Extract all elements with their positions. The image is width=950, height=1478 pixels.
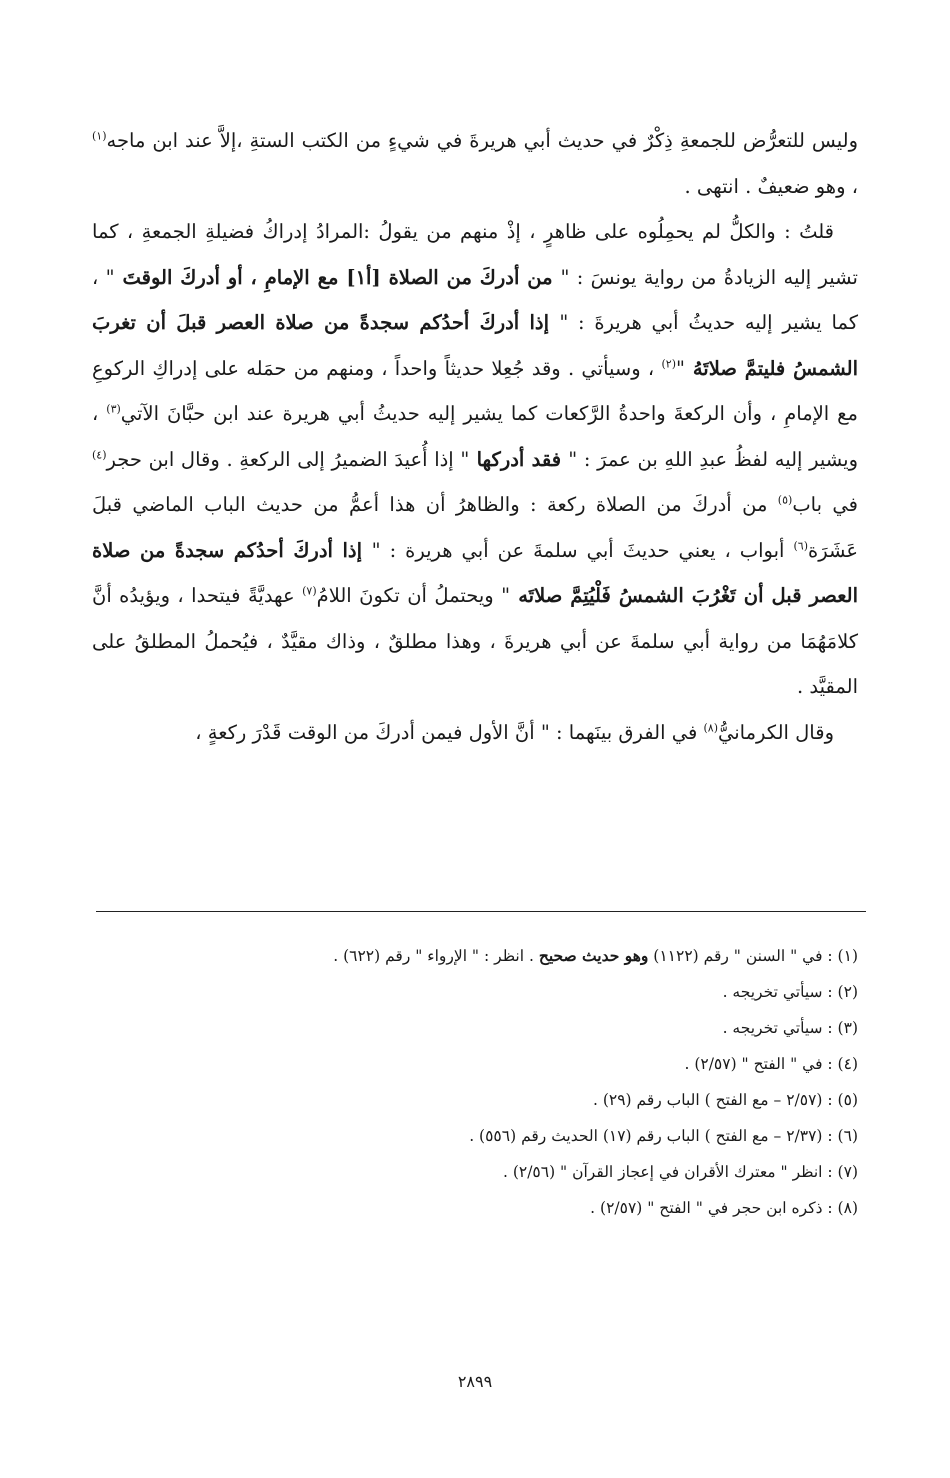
text-run: وقال الكرمانيُّ xyxy=(717,720,834,744)
text-run: " ، كما يشير إليه حديثُ أبي هريرةَ : " xyxy=(92,265,859,334)
hadith-quote-3: فقد أدركها xyxy=(469,447,569,471)
footnote-number: (٧) : xyxy=(822,1163,858,1181)
footnote xyxy=(92,1154,858,1190)
hadith-quote-1: من أدركَ من الصلاة [أ١] مع الإمامِ ، أو أدركَ الوقتَ xyxy=(114,265,561,289)
footnote xyxy=(92,938,858,974)
footnote-ref-3: (٣) xyxy=(106,402,121,416)
text-run: " إذا أُعيدَ الضميرُ إلى الركعةِ . وقال ابن حجر xyxy=(106,447,470,471)
paragraph-3 xyxy=(92,710,858,756)
footnote xyxy=(92,1190,858,1226)
footnote-number: (١) : xyxy=(822,947,858,965)
footnote-text: سيأتي تخريجه . xyxy=(722,1019,823,1037)
footnote-text: . انظر : " الإرواء " رقم (٦٢٢) . xyxy=(333,947,539,965)
text-run: " ويحتملُ أن تكونَ اللامُ xyxy=(316,584,511,607)
footnote-number: (٤) : xyxy=(822,1055,858,1073)
footnote-ref-7: (٧) xyxy=(302,584,317,598)
text-run: ، وسيأتي . وقد جُعِلا حديثاً واحداً ، ومنهم من حمَله على إدراكِ الركوعِ مع الإمامِ ، وأن الركعةَ واحدةُ الرَّكعات كما يشير إليه حديثُ أبي هريرة عند ابن حبَّانَ الآتي xyxy=(92,356,859,425)
footnote-ref-5: (٥) xyxy=(777,493,793,507)
hadith-quote-4: إذا أدركَ أحدُكم سجدةً من صلاة العصر قبل أن تَغْرُبَ الشمسُ فَلْيُتِمَّ صلاتَه xyxy=(92,538,858,607)
text-run: وليس للتعرُّض للجمعةِ ذِكْرٌ في حديث أبي هريرةَ في شيءٍ من الكتب الستةِ ،إلاَّ عند ابن ماجه xyxy=(106,129,858,152)
text-run: في باب xyxy=(792,493,859,516)
text-run: ، وهو ضعيفٌ . انتهى . xyxy=(684,174,858,198)
text-run: من أدركَ من الصلاة ركعة : والظاهرُ أن هذا أعمُّ من حديث الباب الماضي قبلَ عَشَرَة xyxy=(92,493,858,562)
footnote-text: ذكره ابن حجر في " الفتح " (٢/٥٧) . xyxy=(590,1199,823,1217)
footnote xyxy=(92,974,858,1010)
footnote-number: (٣) : xyxy=(822,1019,858,1037)
paragraph-1 xyxy=(92,118,858,209)
text-run: ، ويشير إليه لفظُ عبدِ اللهِ بن عمرَ : " xyxy=(92,402,858,471)
footnote-text: سيأتي تخريجه . xyxy=(722,983,823,1001)
footnote-number: (٥) : xyxy=(822,1091,858,1109)
footnote-text: في " السنن " رقم (١١٢٢) xyxy=(648,947,823,965)
text-run: قلتُ : والكلُّ لم يحمِلُوه على ظاهرٍ ، إذْ منهم من يقولُ :المرادُ إدراكُ فضيلةِ الجمعةِ ، كما تشير إليه الزيادةُ من رواية يونسَ : " xyxy=(92,220,858,289)
footnote-number: (٦) : xyxy=(822,1127,858,1145)
paragraph-2 xyxy=(92,209,858,710)
footnote-number: (٨) : xyxy=(822,1199,858,1217)
footnote-text: في " الفتح " (٢/٥٧) . xyxy=(684,1055,823,1073)
footnote-bold-text: وهو حديث صحيح xyxy=(538,946,649,965)
main-text xyxy=(92,118,858,755)
footnote-text: (٢/٥٧ – مع الفتح ) الباب رقم (٢٩) . xyxy=(592,1091,823,1109)
footnote-text: انظر " معترك الأقران في إعجاز القرآن " (٢/٥٦) . xyxy=(502,1163,823,1181)
text-run: أبواب ، يعني حديثَ أبي سلمةَ عن أبي هريرة : " xyxy=(371,538,794,562)
footnote-ref-4: (٤) xyxy=(92,448,107,461)
footnote xyxy=(92,1046,858,1082)
page-number: ٢٨٩٩ xyxy=(457,1372,493,1391)
footnote xyxy=(92,1118,858,1154)
footnote-number: (٢) : xyxy=(822,983,858,1001)
footnote-ref-6: (٦) xyxy=(793,539,808,552)
footnotes xyxy=(92,938,858,1226)
text-run: في الفرق بينَهما : " أنَّ الأول فيمن أدركَ من الوقت قَدْرَ ركعةٍ ، xyxy=(195,720,704,744)
text-run: " xyxy=(675,356,685,380)
footnote xyxy=(92,1082,858,1118)
footnote-text: (٢/٣٧ – مع الفتح ) الباب رقم (١٧) الحديث رقم (٥٥٦) . xyxy=(469,1127,823,1145)
footnote-ref-2: (٢) xyxy=(661,357,676,370)
footnote-divider xyxy=(96,911,866,912)
footnote-ref-1: (١) xyxy=(92,129,107,143)
footnote xyxy=(92,1010,858,1046)
text-run: عهديَّةً فيتحدا ، ويؤيدُه أنَّ كلامَهُمَا من رواية أبي سلمةَ عن أبي هريرةَ ، وهذا مطلقٌ ، وذاك مقيَّدٌ ، فيُحملُ المطلقُ على المقيَّد . xyxy=(92,584,858,698)
hadith-quote-2: إذا أدركَ أحدُكم سجدةً من صلاة العصر قبلَ أن تغربَ الشمسُ فليتمَّ صلاتَهُ xyxy=(92,311,858,380)
footnote-ref-8: (٨) xyxy=(703,721,718,734)
